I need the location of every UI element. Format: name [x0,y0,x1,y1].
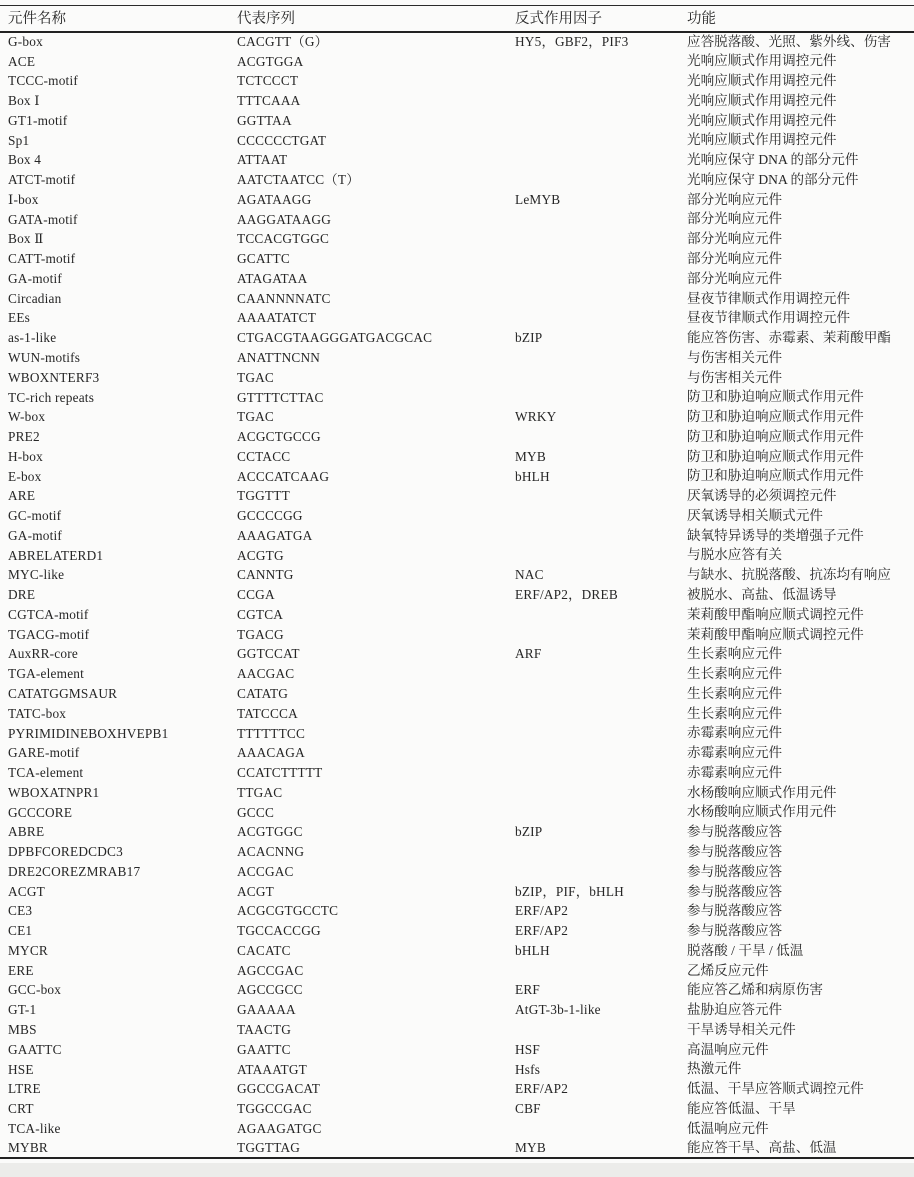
cell-sequence: ACGCGTGCCTC [237,903,339,919]
cell-sequence: AAAGATGA [237,527,313,543]
table-row [0,585,914,605]
cell-sequence: TCTCCCT [237,73,299,89]
cell-function: 参与脱落酸应答 [687,863,783,879]
cell-sequence: ACCGAC [237,863,294,879]
table-row [0,328,914,348]
cell-element-name: MYC-like [8,567,65,583]
header-sequence: 代表序列 [229,6,507,32]
cell-element-name: Circadian [8,290,62,306]
cell-element-name: CATATGGMSAUR [8,686,118,701]
cell-function: 部分光响应元件 [687,270,783,286]
table-row [0,308,914,328]
cell-sequence: TGAC [237,369,274,385]
cell-trans-factor [507,862,679,882]
cell-trans-factor [507,783,679,803]
cell-function: 水杨酸响应顺式作用元件 [687,784,837,800]
cell-function: 低温响应元件 [687,1120,769,1136]
cell-trans-factor: bHLH [515,942,550,958]
cell-function: 生长素响应元件 [687,666,783,682]
cell-sequence: GTTTTCTTAC [237,389,324,405]
cell-sequence: CANNTG [237,567,294,583]
cell-element-name: MYCR [8,942,48,958]
cell-element-name: HSE [8,1061,34,1077]
cell-sequence: AAAATATCT [237,310,317,326]
cell-element-name: Box Ⅱ [8,231,44,247]
cell-sequence: GGTTAA [237,112,292,128]
cell-trans-factor [507,763,679,783]
cell-element-name: GT-1 [8,1002,37,1018]
table-row [0,822,914,842]
cell-element-name: ATCT-motif [8,172,76,188]
cell-trans-factor [507,91,679,111]
cell-sequence: ATAGATAA [237,270,308,286]
table-row [0,960,914,980]
cell-element-name: GCC-box [8,982,62,998]
cell-function: 与缺水、抗脱落酸、抗冻均有响应 [687,567,891,583]
table-row [0,802,914,822]
table-row [0,624,914,644]
cell-trans-factor: ERF/AP2，DREB [515,587,618,603]
cell-element-name: EEs [8,310,31,326]
cell-element-name: TCA-element [8,765,84,781]
cell-trans-factor [507,743,679,763]
cell-trans-factor [507,288,679,308]
cell-trans-factor [507,209,679,229]
cell-element-name: ERE [8,962,34,978]
table-row [0,1099,914,1119]
cell-element-name: ARE [8,488,36,504]
cell-trans-factor [507,1119,679,1139]
table-row [0,447,914,467]
cell-element-name: ACGT [8,883,45,899]
cell-function: 与脱水应答有关 [687,547,783,563]
cell-sequence: ACGCTGCCG [237,429,321,445]
table-row [0,466,914,486]
cell-element-name: TC-rich repeats [8,389,95,405]
cell-trans-factor [507,486,679,506]
table-row [0,190,914,210]
cell-element-name: CRT [8,1101,34,1117]
cell-function: 光响应顺式作用调控元件 [687,112,837,128]
cell-sequence: CACGTT（G） [237,34,329,50]
cell-function: 参与脱落酸应答 [687,843,783,859]
cell-sequence: AACGAC [237,666,295,682]
cell-trans-factor: HSF [515,1041,540,1057]
cell-function: 赤霉素响应元件 [687,745,783,761]
table-row [0,704,914,724]
cell-function: 热激元件 [687,1061,742,1077]
table-row [0,130,914,150]
cell-trans-factor [507,170,679,190]
cell-element-name: DRE [8,587,36,603]
cell-sequence: GCCC [237,804,275,820]
cell-function: 光响应保守 DNA 的部分元件 [687,171,859,187]
cell-function: 盐胁迫应答元件 [687,1002,783,1018]
cell-element-name: LTRE [8,1081,41,1097]
table-row [0,783,914,803]
cell-sequence: GGCCGACAT [237,1081,321,1097]
table-row [0,980,914,1000]
cell-element-name: DRE2COREZMRAB17 [8,863,141,879]
table-row [0,605,914,625]
cell-trans-factor: ARF [515,646,542,662]
cell-sequence: CCATCTTTTT [237,765,323,781]
header-element-name: 元件名称 [0,6,229,32]
cell-function: 高温响应元件 [687,1041,769,1057]
cell-function: 光响应顺式作用调控元件 [687,73,837,89]
cell-function: 昼夜节律顺式作用调控元件 [687,310,851,326]
cell-function: 茉莉酸甲酯响应顺式调控元件 [687,626,864,642]
cell-element-name: PYRIMIDINEBOXHVEPB1 [8,725,169,741]
cell-trans-factor [507,71,679,91]
cell-trans-factor: CBF [515,1101,541,1117]
cell-function: 能应答低温、干旱 [687,1100,796,1116]
cell-element-name: Box Ⅰ [8,93,40,109]
cell-function: 光响应顺式作用调控元件 [687,53,837,69]
table-row [0,407,914,427]
cell-function: 部分光响应元件 [687,211,783,227]
cell-function: 部分光响应元件 [687,251,783,266]
cell-sequence: TAACTG [237,1022,292,1038]
cell-function: 与伤害相关元件 [687,349,783,365]
cell-sequence: TGAC [237,409,274,425]
table-row [0,486,914,506]
cell-sequence: TGCCACCGG [237,923,321,939]
table-row [0,71,914,91]
cell-trans-factor [507,960,679,980]
cell-function: 部分光响应元件 [687,231,783,247]
cell-trans-factor: MYB [515,448,546,464]
table-row [0,249,914,269]
cell-element-name: GAATTC [8,1041,62,1057]
cell-trans-factor: bZIP [515,824,543,840]
cell-element-name: Box 4 [8,152,42,168]
cell-trans-factor [507,545,679,565]
cell-trans-factor [507,348,679,368]
cell-function: 部分光响应元件 [687,191,783,207]
cell-trans-factor: bZIP [515,330,543,346]
cell-sequence: CAANNNNATC [237,290,331,306]
cell-trans-factor: ERF/AP2 [515,923,569,939]
cell-trans-factor [507,368,679,388]
cell-function: 光响应顺式作用调控元件 [687,92,837,108]
table-row [0,1020,914,1040]
cell-sequence: ACACNNG [237,844,305,860]
table-row [0,901,914,921]
cell-sequence: AGCCGCC [237,982,303,998]
header-row [0,6,914,32]
table-row [0,664,914,684]
table-row [0,763,914,783]
cell-element-name: GARE-motif [8,745,80,761]
cell-sequence: CCGA [237,587,275,603]
cell-function: 生长素响应元件 [687,646,783,662]
cell-function: 乙烯反应元件 [687,962,769,978]
table-row [0,1119,914,1139]
cell-sequence: AGAAGATGC [237,1120,322,1136]
table-row [0,842,914,862]
cell-trans-factor [507,229,679,249]
cell-trans-factor: Hsfs [515,1061,541,1077]
table-row [0,684,914,704]
table-row [0,506,914,526]
cell-trans-factor: MYB [507,1138,679,1158]
cell-trans-factor: HY5，GBF2，PIF3 [515,34,629,50]
cell-trans-factor [507,387,679,407]
table-row [0,644,914,664]
cell-function: 参与脱落酸应答 [687,883,783,899]
cell-element-name: GCCCORE [8,804,73,820]
cell-trans-factor [507,249,679,269]
cell-function: 与伤害相关元件 [687,369,783,385]
cell-element-name: ABRE [8,824,45,840]
cell-trans-factor: LeMYB [515,191,561,207]
cell-sequence: CACATC [237,942,291,958]
cell-function: 应答脱落酸、光照、紫外线、伤害 [687,34,891,50]
cell-function: 生长素响应元件 [687,685,783,701]
page-bottom-margin [0,1163,914,1177]
cell-element-name: as-1-like [8,330,57,346]
cell-sequence: AGCCGAC [237,962,304,978]
table-row [0,288,914,308]
cell-function: 厌氧诱导的必须调控元件 [687,488,837,504]
cell-sequence: TGGCCGAC [237,1101,312,1117]
cell-trans-factor [507,664,679,684]
cell-element-name: CATT-motif [8,251,76,267]
cell-sequence: ATAAATGT [237,1061,307,1077]
cell-sequence: TTTTTTCC [237,725,306,741]
table-row [0,921,914,941]
table-row [0,1138,914,1158]
table-row [0,150,914,170]
cell-sequence: TGACG [237,626,284,642]
cell-element-name: GT1-motif [8,112,68,128]
table-row [0,209,914,229]
table-row [0,862,914,882]
cell-trans-factor [507,842,679,862]
cell-trans-factor [507,704,679,724]
cell-element-name: MBS [8,1022,37,1038]
cell-element-name: GC-motif [8,508,62,524]
cell-function: 生长素响应元件 [687,705,783,721]
cell-function: 脱落酸 / 干旱 / 低温 [687,942,804,958]
cell-function: 缺氧特异诱导的类增强子元件 [687,527,864,543]
cell-function: 防卫和胁迫响应顺式作用元件 [687,389,864,405]
table-row [0,1040,914,1060]
cell-element-name: CE3 [8,903,33,919]
cell-element-name: CGTCA-motif [8,606,89,622]
table-row [0,427,914,447]
table-header [0,6,914,32]
cell-trans-factor [507,1020,679,1040]
cell-function: 防卫和胁迫响应顺式作用元件 [687,468,864,484]
table-row [0,91,914,111]
cell-function: 干旱诱导相关元件 [687,1021,796,1037]
cell-function: 防卫和胁迫响应顺式作用元件 [687,428,864,444]
cell-element-name: ABRELATERD1 [8,547,104,563]
cell-trans-factor [507,427,679,447]
cell-element-name: GA-motif [8,270,63,286]
cell-sequence: GCCCCGG [237,508,303,524]
table-row [0,565,914,585]
cis-element-table [0,5,914,1159]
table-row [0,387,914,407]
cell-trans-factor [507,723,679,743]
cell-element-name: WBOXNTERF3 [8,369,100,385]
table-row [0,743,914,763]
cell-function: 光响应保守 DNA 的部分元件 [687,152,859,168]
cell-sequence: TTTCAAA [237,93,301,109]
cell-sequence: ANATTNCNN [237,349,321,365]
cell-element-name: GA-motif [8,527,63,543]
table-row [0,368,914,388]
cell-sequence: AAGGATAAGG [237,211,332,227]
cell-element-name: MYBR [0,1138,229,1158]
table-row [0,229,914,249]
cell-trans-factor: ERF [515,982,540,998]
cell-sequence: TGGTTAG [229,1138,507,1158]
cell-sequence: CGTCA [237,606,284,622]
cell-sequence: ATTAAT [237,152,288,168]
cell-trans-factor: ERF/AP2 [515,1081,569,1097]
cell-element-name: TATC-box [8,705,67,721]
cell-element-name: E-box [8,468,42,484]
cell-sequence: CCTACC [237,448,291,464]
cell-function: 水杨酸响应顺式作用元件 [687,804,837,820]
cell-sequence: TGGTTT [237,488,290,504]
cell-sequence: CCCCCCTGAT [237,132,327,148]
cell-function: 厌氧诱导相关顺式元件 [687,507,823,523]
cell-sequence: AAACAGA [237,745,305,761]
table-row [0,348,914,368]
table-row [0,170,914,190]
cell-sequence: CATATG [237,686,289,701]
cell-sequence: TCCACGTGGC [237,231,330,247]
cell-element-name: AuxRR-core [8,646,78,662]
cell-sequence: AGATAAGG [237,191,312,207]
cell-sequence: GGTCCAT [237,646,300,662]
cell-trans-factor [507,130,679,150]
table-row [0,1059,914,1079]
cell-element-name: H-box [8,448,43,464]
table-row [0,1000,914,1020]
cell-sequence: TTGAC [237,784,283,800]
cell-function: 能应答乙烯和病原伤害 [687,982,823,998]
cell-sequence: CTGACGTAAGGGATGACGCAC [237,330,433,346]
cell-element-name: TCA-like [8,1120,61,1136]
cell-function: 参与脱落酸应答 [687,824,783,840]
cell-element-name: G-box [8,34,43,50]
cell-sequence: GAAAAA [237,1002,296,1018]
cell-element-name: Sp1 [8,132,30,148]
cell-trans-factor [507,51,679,71]
cell-trans-factor [507,308,679,328]
cell-element-name: ACE [8,53,36,69]
cell-trans-factor: AtGT-3b-1-like [515,1002,601,1018]
cell-element-name: TGACG-motif [8,626,90,642]
cell-function: 防卫和胁迫响应顺式作用元件 [687,409,864,425]
table-row [0,526,914,546]
cell-element-name: TGA-element [8,666,85,682]
table-row [0,111,914,131]
table-row [0,545,914,565]
cell-trans-factor [507,605,679,625]
cell-trans-factor: WRKY [515,409,557,425]
cell-element-name: CE1 [8,923,33,939]
cell-sequence: GAATTC [237,1041,291,1057]
cell-trans-factor [507,684,679,704]
cell-trans-factor [507,526,679,546]
table-row [0,269,914,289]
cell-function: 低温、干旱应答顺式调控元件 [687,1081,864,1097]
cell-trans-factor: bHLH [515,468,550,484]
cell-function: 能应答伤害、赤霉素、茉莉酸甲酯 [687,330,891,346]
cell-element-name: PRE2 [8,429,40,445]
cell-trans-factor [507,624,679,644]
table-row [0,941,914,961]
header-function: 功能 [679,6,914,32]
cell-function: 能应答干旱、高盐、低温 [679,1138,914,1158]
cell-trans-factor [507,802,679,822]
cell-function: 赤霉素响应元件 [687,725,783,741]
cell-sequence: ACGTGGC [237,824,303,840]
cell-function: 防卫和胁迫响应顺式作用元件 [687,448,864,464]
cell-sequence: AATCTAATCC（T） [237,172,360,188]
cell-element-name: WBOXATNPR1 [8,784,100,800]
table-row [0,51,914,71]
cell-trans-factor: bZIP，PIF，bHLH [515,883,624,899]
cell-element-name: W-box [8,409,46,425]
cell-function: 参与脱落酸应答 [687,923,783,939]
cell-trans-factor [507,111,679,131]
cell-sequence: ACGTGGA [237,53,304,69]
cell-sequence: ACGT [237,883,274,899]
table-row [0,1079,914,1099]
cell-element-name: DPBFCOREDCDC3 [8,844,123,860]
cell-function: 光响应顺式作用调控元件 [687,132,837,148]
cell-function: 赤霉素响应元件 [687,764,783,780]
cell-trans-factor [507,269,679,289]
table-row [0,881,914,901]
cell-element-name: GATA-motif [8,211,78,227]
table-body [0,32,914,1159]
cell-element-name: WUN-motifs [8,349,81,365]
cell-trans-factor [507,150,679,170]
table-row [0,32,914,52]
cell-element-name: TCCC-motif [8,73,78,89]
cell-element-name: Ⅰ-box [8,191,39,207]
header-trans-factor: 反式作用因子 [507,6,679,32]
cell-sequence: TATCCCA [237,705,298,721]
cell-function: 昼夜节律顺式作用调控元件 [687,290,851,306]
cell-function: 被脱水、高盐、低温诱导 [687,587,837,603]
cell-sequence: GCATTC [237,251,290,267]
cell-function: 参与脱落酸应答 [687,903,783,919]
cell-trans-factor [507,506,679,526]
cell-function: 茉莉酸甲酯响应顺式调控元件 [687,606,864,622]
table-row [0,723,914,743]
cell-sequence: ACGTG [237,547,284,563]
cell-trans-factor: NAC [515,567,544,583]
cell-sequence: ACCCATCAAG [237,468,330,484]
cell-trans-factor: ERF/AP2 [515,903,569,919]
